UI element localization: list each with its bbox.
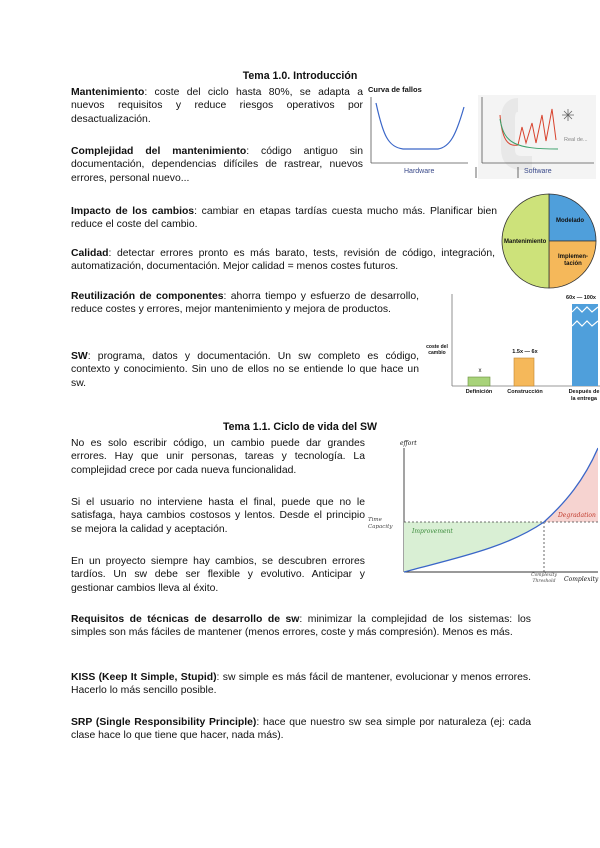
coste-cat-def: Definición [465,389,493,395]
text-srp: : hace que nuestro sw sea simple por naturaleza (ej: cada clase hace lo que tiene que hacer, nada más). [71,717,532,742]
hardware-curve [376,103,464,149]
paragraph-ciclo-2: Si el usuario no interviene hasta el final, puede que no le satisfaga, haya cambios costosos y lentos. Desde el principio se mejora la calidad y aceptación. [71,497,365,535]
text-impacto: : cambiar en etapas tardías cuesta mucho más. Planificar bien reduce el coste del cambio. [71,206,498,231]
paragraph-mantenimiento [71,86,363,126]
pie-label-modelado: Modelado [556,218,584,224]
coste-label-dep: 60x — 100x [566,295,596,301]
section-title-tema-1-0: Tema 1.0. Introducción [242,70,358,82]
term-reutilizacion: Reutilización de componentes [71,291,224,302]
paragraph-calidad [71,247,495,274]
term-requisitos: Requisitos de técnicas de desarrollo de sw [71,614,300,625]
curva-de-fallos-graphic [368,85,596,181]
paragraph-kiss [71,671,531,698]
figure-pie-ciclo [500,192,598,290]
degradation-label: Degradation [558,512,596,519]
text-reutilizacion: : ahorra tiempo y esfuerzo de desarrollo, reduce costes y errores, mejor mantenimiento y mejora de productos. [71,291,419,316]
coste-cat-con: Construcción [507,389,543,395]
text-requisitos: : minimizar la complejidad de los sistemas: los simples son más fáciles de mantener (menos errores, coste y más compresión). Menos es más. [71,614,531,639]
caption-software: Software [524,168,552,175]
paragraph-reutilizacion [71,290,419,317]
text-calidad: : detectar errores pronto es más barato, tests, revisión de código, integración, automatización, documentación. Mejor calidad = menos costes futuros. [71,248,495,273]
caption-real: Real de... [564,137,588,143]
term-sw: SW [71,351,88,362]
paragraph-ciclo-3: En un proyecto siempre hay cambios, se descubren errores tardíos. Un sw debe ser flexible y evolutivo. Anticipar y gestionar cambios lleva al éxito. [71,556,365,594]
figure-curva-de-fallos [368,85,596,181]
text-sw: : programa, datos y documentación. Un sw completo es código, contexto y conocimiento. Sin uno de ellos no se entiende lo que hace un sw. [71,351,419,389]
pie-label-mantenimiento: Mantenimiento [504,239,547,245]
section-title-tema-1-1: Tema 1.1. Ciclo de vida del SW [222,421,378,433]
caption-hardware: Hardware [404,168,435,175]
effort-xlabel: Complexity [564,576,599,583]
effort-ylabel: effort [400,440,417,447]
term-calidad: Calidad [71,248,109,259]
pie-label-implementacion: Implemen-tación [557,254,588,267]
coste-ylabel: coste del cambio [426,344,448,356]
figure-coste-del-cambio [424,292,600,414]
improvement-label: Improvement [412,528,453,535]
term-mantenimiento: Mantenimiento [71,87,145,98]
paragraph-impacto [71,205,497,232]
paragraph-ciclo-1: No es solo escribir código, un cambio puede dar grandes errores. Hay que unir personas, tareas y tecnología. La complejidad crece por cada nueva funcionalidad. [71,438,365,476]
complexity-threshold-label: Complexity Threshold [531,573,557,584]
text-mantenimiento: : coste del ciclo hasta 80%, se adapta a nuevos requisitos y reduce riesgos operativos por desactualización. [71,87,363,125]
curva-de-fallos-title: Curva de fallos [368,85,422,94]
degradation-area [544,448,598,522]
text-kiss: : sw simple es más fácil de mantener, evolucionar y menos errores. Hacerlo lo más sencillo posible. [71,672,531,697]
paragraph-complejidad [71,145,363,185]
paragraph-srp [71,716,531,743]
bar-despues [572,304,598,386]
time-capacity-label: Time Capacity [368,517,393,530]
coste-label-con: 1.5x — 6x [512,349,538,355]
paragraph-requisitos [71,613,531,640]
coste-label-def: x [478,368,482,374]
bar-construccion [514,358,534,386]
paragraph-sw [71,350,419,390]
term-complejidad: Complejidad del mantenimiento [71,146,247,157]
term-kiss: KISS (Keep It Simple, Stupid) [71,672,217,683]
coste-cat-dep: Después de la entrega [568,389,600,402]
figure-effort-complexity [366,440,598,588]
term-srp: SRP (Single Responsibility Principle) [71,717,257,728]
term-impacto: Impacto de los cambios [71,206,195,217]
bar-definicion [468,377,490,386]
text-complejidad: : código antiguo sin documentación, dependencias difíciles de rastrear, nuevos errores, personal nuevo... [71,146,363,184]
